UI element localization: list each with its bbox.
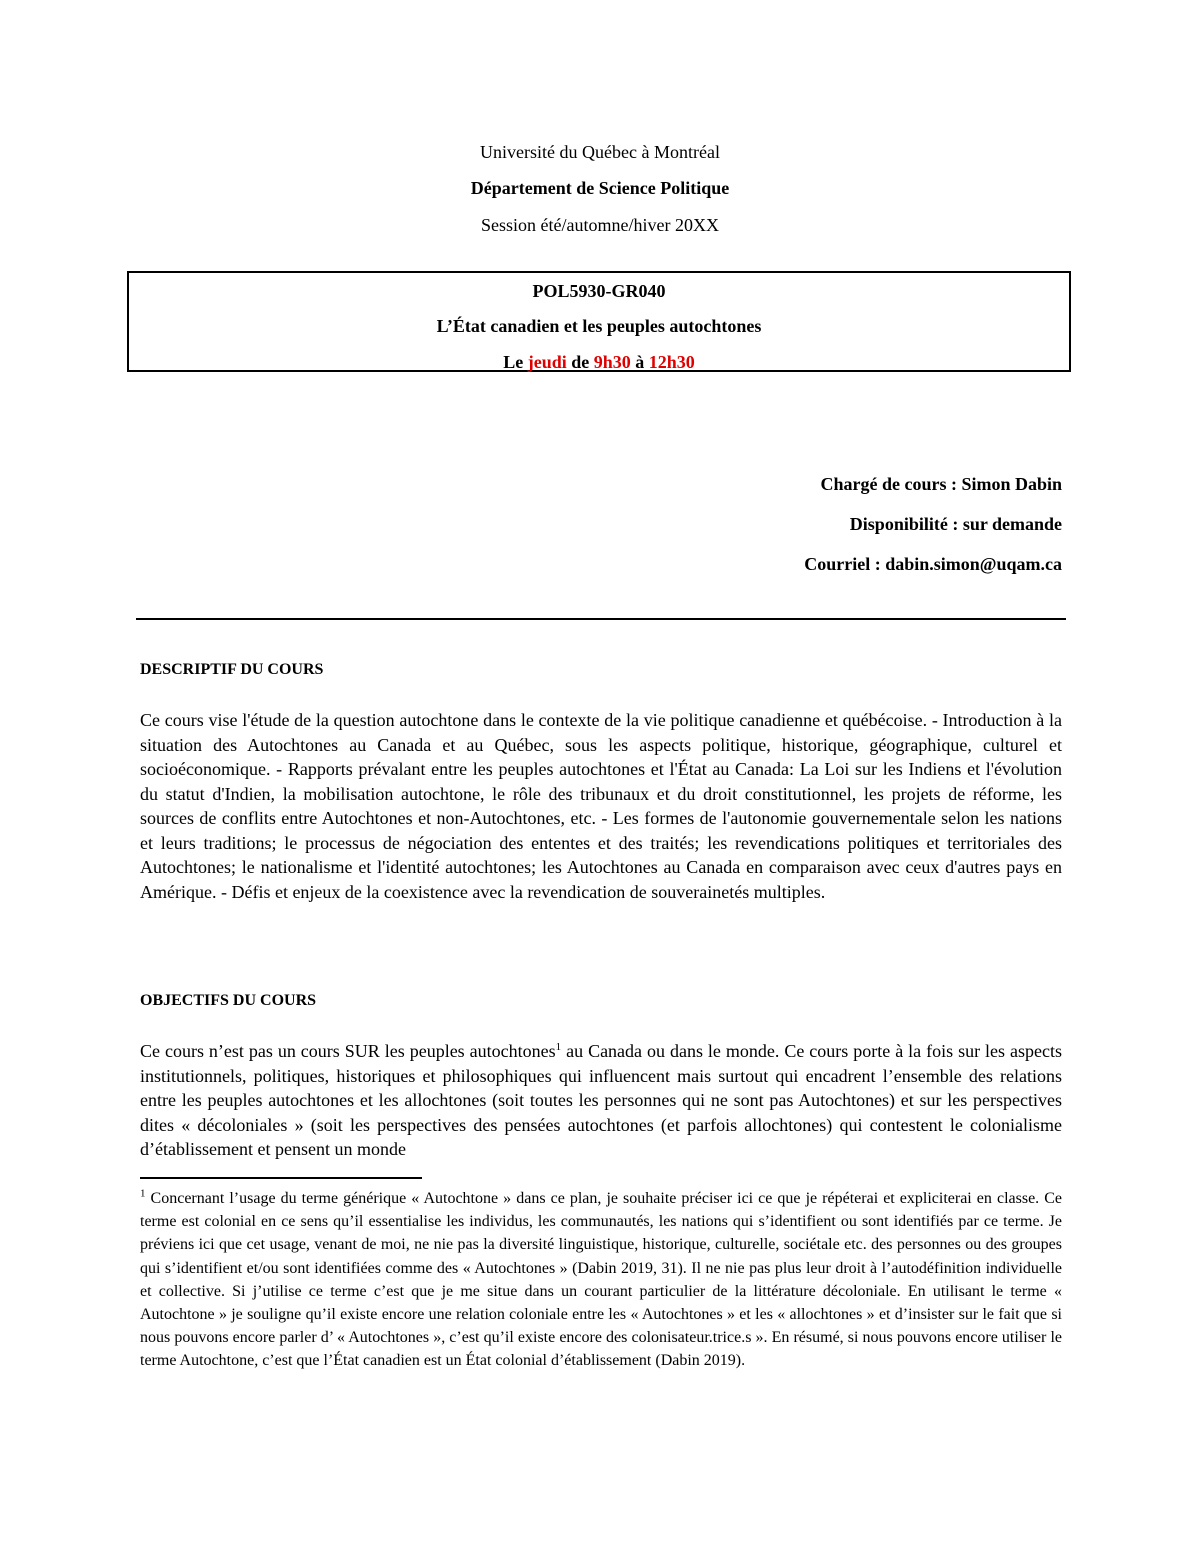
schedule-a: à — [635, 352, 645, 372]
descriptif-heading: DESCRIPTIF DU COURS — [140, 661, 324, 678]
descriptif-paragraph: Ce cours vise l'étude de la question autochtone dans le contexte de la vie politique canadienne et québécoise. - Introduction à la situation des Autochtones au Canada et au Québec, sous les aspects politique, historique, géographique, culturel et socioéconomique. - Rapports prévalant entre les peuples autochtones et l'État au Canada: La Loi sur les Indiens et l'évolution du statut d'Indien, la mobilisation autochtone, le rôle des tribunaux et du droit constitutionnel, les projets de réforme, les sources de conflits entre Autochtones et non-Autochtones, etc. - Les formes de l'autonomie gouvernementale selon les nations et leurs traditions; le processus de négociation des ententes et des traités; les revendications politiques et territoriales des Autochtones; le nationalisme et l'identité autochtones; les Autochtones au Canada en comparaison avec ceux d'autres pays en Amérique. - Défis et enjeux de la coexistence avec la revendication de souverainetés multiples. — [140, 710, 1062, 902]
course-title: L’État canadien et les peuples autochtones — [436, 316, 762, 336]
section-divider — [136, 618, 1066, 620]
footnote — [140, 1187, 1062, 1373]
objectifs-text-end: au Canada ou dans le monde. Ce cours porte à la fois sur les aspects institutionnels, politiques, historiques et philosophiques qui influencent mais surtout qui encadrent l’ensemble des relations entre les peuples autochtones et les allochtones (soit toutes les personnes qui ne sont pas Autochtones) et sur les perspectives dites « décoloniales » (soit les perspectives des pensées autochtones (et parfois allochtones) qui contestent le colonialisme d’établissement et pensent un monde — [140, 1041, 1062, 1159]
objectifs-text-start: Ce cours n’est pas un cours SUR les peuples autochtones — [140, 1041, 556, 1061]
footnote-text: Concernant l’usage du terme générique « Autochtone » dans ce plan, je souhaite préciser ici ce que je répéterai et expliciterai en classe. Ce terme est colonial en ce sens qu’il essentialise les individus, les communautés, les nations qui s’identifient ou sont identifiés par ce terme. Je préviens ici que cet usage, venant de moi, ne nie pas la diversité linguistique, historique, culturelle, sociétale etc. des personnes ou des groupes qui s’identifient et/ou sont identifiées comme des « Autochtones » (Dabin 2019, 31). Il ne nie pas plus leur droit à l’autodéfinition individuelle et collective. Si j’utilise ce terme c’est que je me situe dans un courant particulier de la littérature décoloniale. En utilisant le terme « Autochtone » je souligne qu’il existe encore une relation coloniale entre les « Autochtones » et les « allochtones » et d’insister sur le fait que si nous pouvons encore parler d’ « Autochtones », c’est qu’il existe encore des colonisateur.trice.s ». En résumé, si nous pouvons encore utiliser le terme Autochtone, c’est que l’État canadien est un État colonial d’établissement (Dabin 2019). — [140, 1190, 1062, 1370]
session-line: Session été/automne/hiver 20XX — [481, 215, 719, 235]
objectifs-paragraph — [140, 1039, 1062, 1161]
schedule-day: jeudi — [527, 352, 567, 372]
objectifs-heading: OBJECTIFS DU COURS — [140, 992, 317, 1009]
footnote-reference[interactable]: 1 — [555, 1041, 562, 1053]
university-name: Université du Québec à Montréal — [480, 142, 720, 162]
department-name: Département de Science Politique — [470, 178, 730, 198]
footnote-separator — [140, 1177, 422, 1179]
schedule-le: Le — [503, 352, 524, 372]
course-info-box — [127, 271, 1071, 372]
schedule-de: de — [571, 352, 590, 372]
instructor-line: Chargé de cours : Simon Dabin — [820, 474, 1062, 494]
availability-line: Disponibilité : sur demande — [849, 514, 1062, 534]
email-line: Courriel : dabin.simon@uqam.ca — [804, 554, 1062, 574]
course-schedule — [129, 352, 1069, 373]
footnote-number: 1 — [140, 1187, 146, 1200]
course-code: POL5930-GR040 — [532, 281, 666, 301]
schedule-start: 9h30 — [593, 352, 631, 372]
schedule-end: 12h30 — [648, 352, 695, 372]
